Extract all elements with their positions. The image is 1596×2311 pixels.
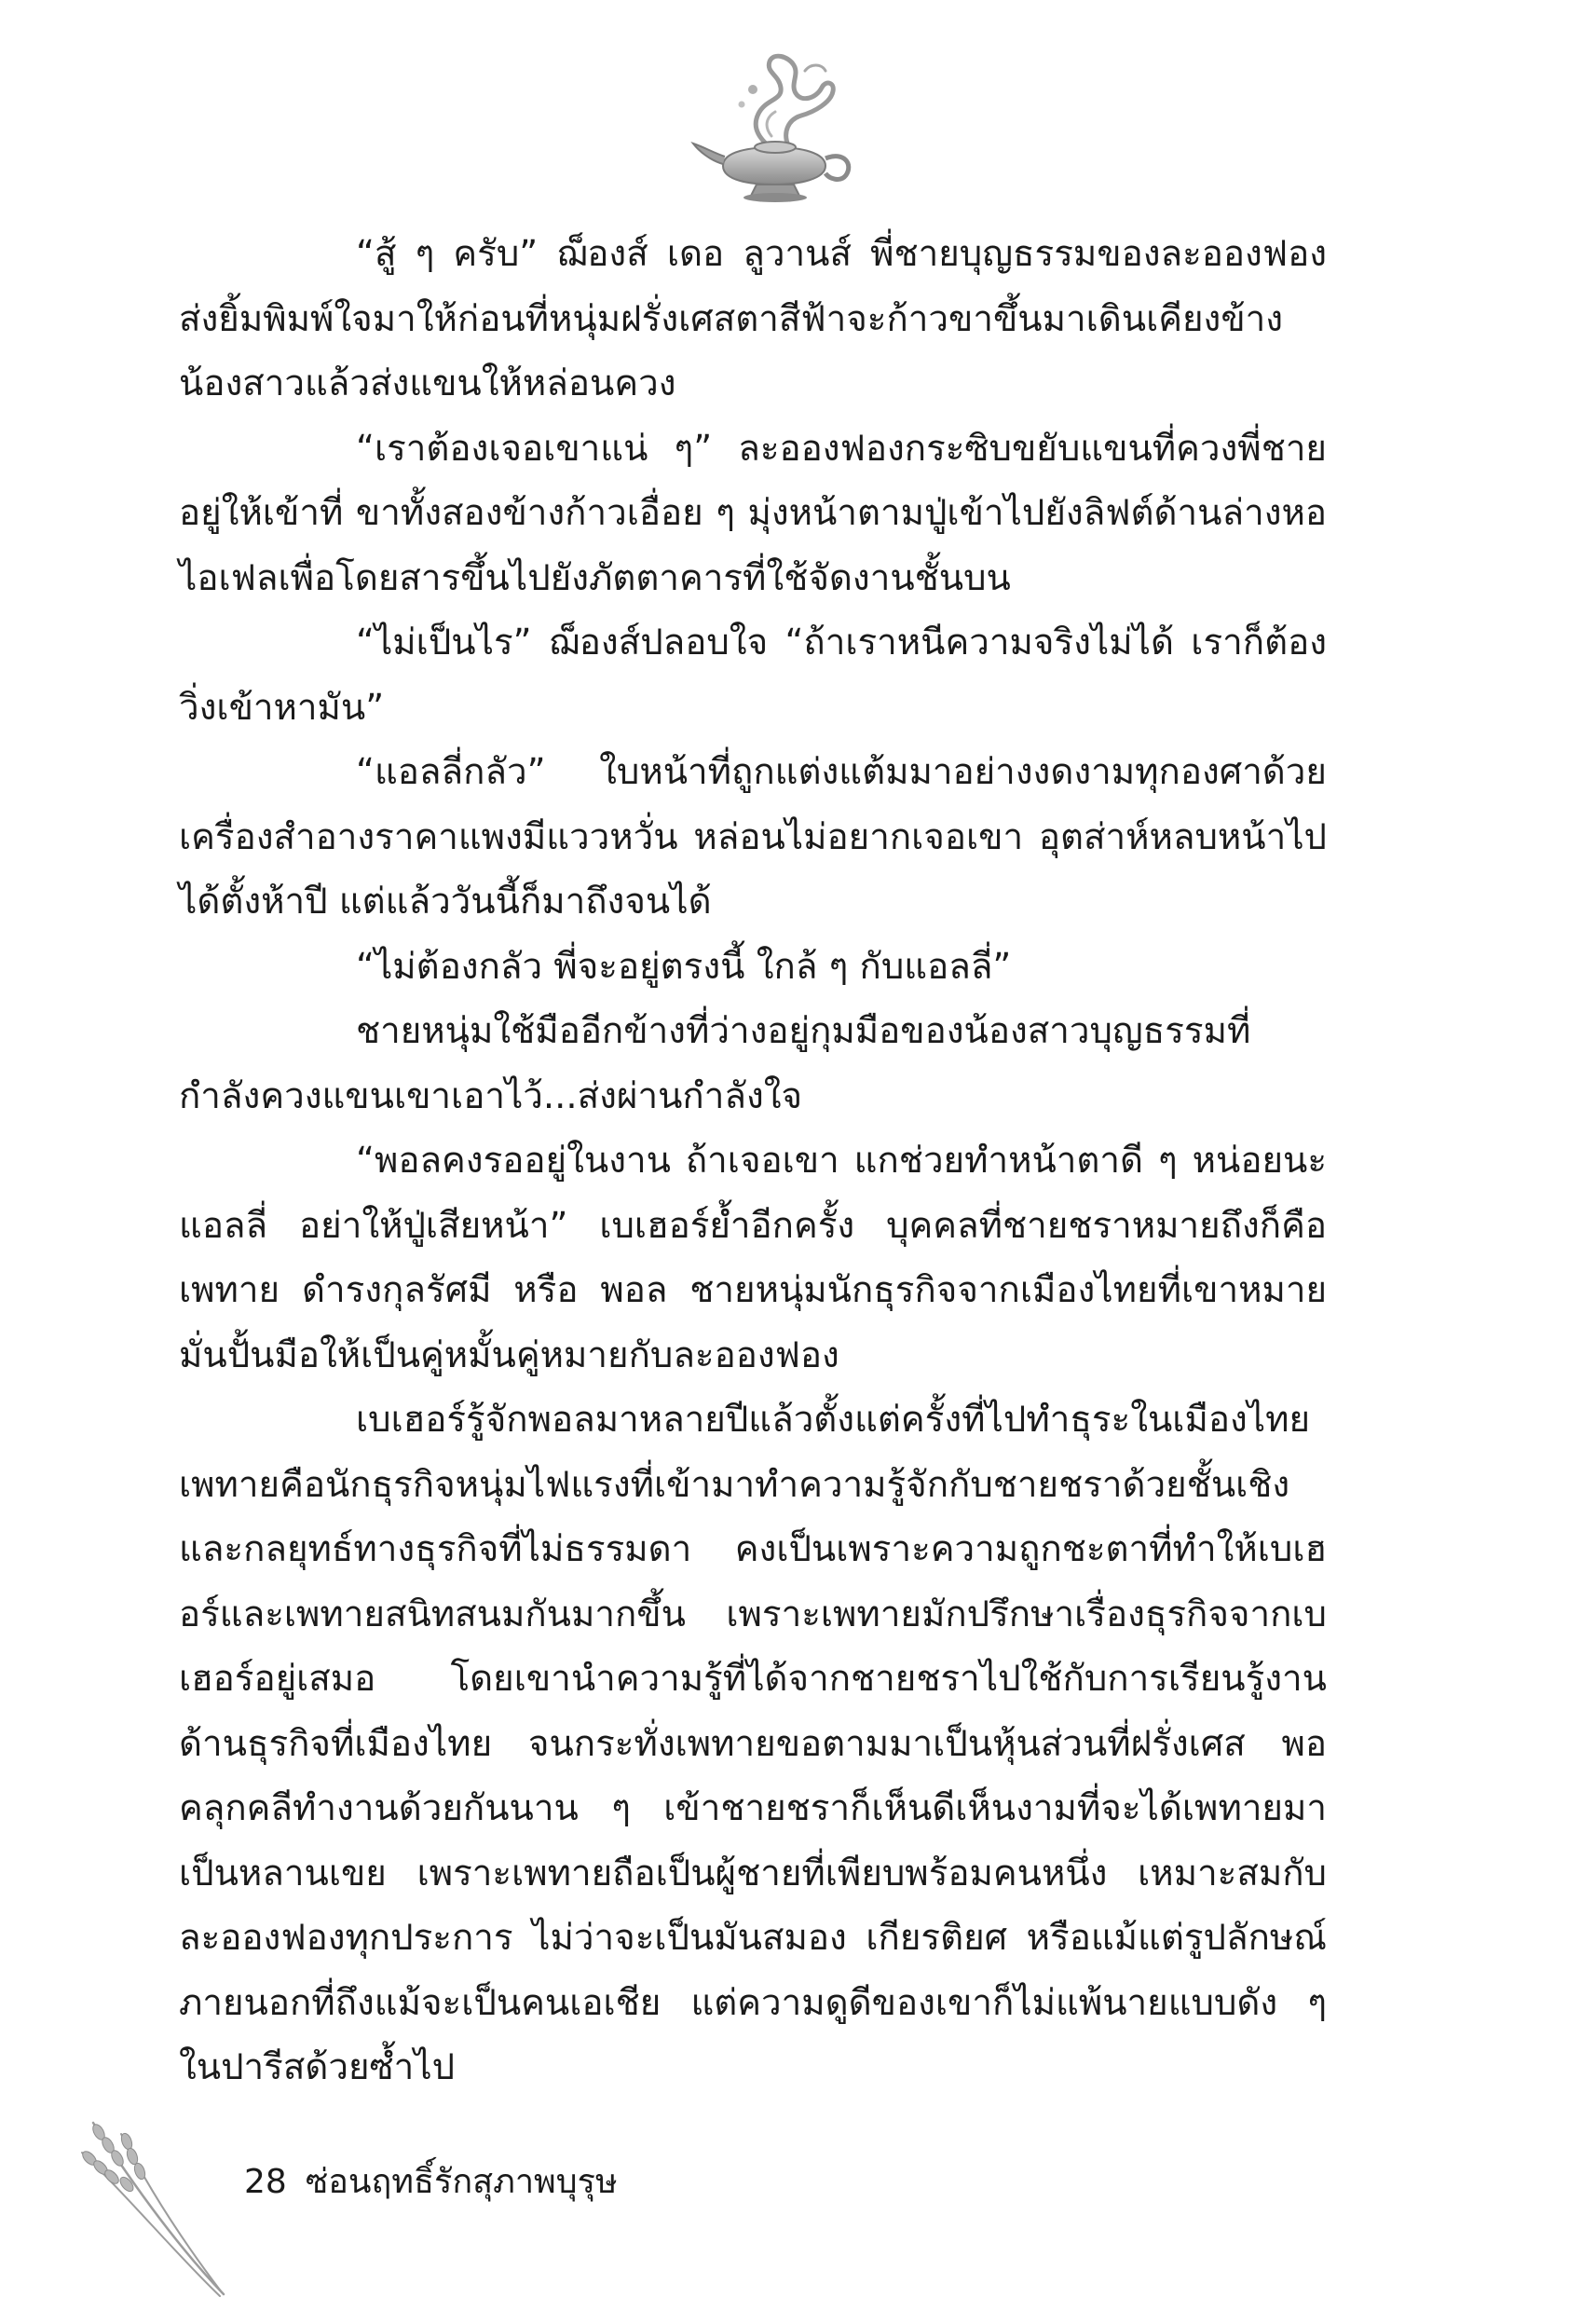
lavender-sprig-icon: [75, 2115, 252, 2302]
page-footer: [0, 2115, 1596, 2302]
paragraph: “พอลคงรออยู่ในงาน ถ้าเจอเขา แกช่วยทำหน้าตาดี ๆ หน่อยนะแอลลี่ อย่าให้ปู่เสียหน้า” เบเฮอร์ย้ำอีกครั้ง บุคคลที่ชายชราหมายถึงก็คือ เพทาย ดำรงกุลรัศมี หรือ พอล ชายหนุ่มนักธุรกิจจากเมืองไทยที่เขาหมายมั่นปั้นมือให้เป็นคู่หมั้นคู่หมายกับละอองฟอง: [179, 1140, 1327, 1376]
paragraph: “แอลลี่กลัว” ใบหน้าที่ถูกแต่งแต้มมาอย่างงดงามทุกองศาด้วยเครื่องสำอางราคาแพงมีแววหวั่น หล่อนไม่อยากเจอเขา อุตส่าห์หลบหน้าไปได้ตั้งห้าปี แต่แล้ววันนี้ก็มาถึงจนได้: [179, 751, 1327, 923]
book-title: ซ่อนฤทธิ์รักสุภาพบุรุษ: [305, 2163, 618, 2201]
paragraph: “ไม่เป็นไร” ฌ็องส์ปลอบใจ “ถ้าเราหนีความจริงไม่ได้ เราก็ต้องวิ่งเข้าหามัน”: [179, 622, 1327, 729]
paragraph: ชายหนุ่มใช้มืออีกข้างที่ว่างอยู่กุมมือของน้องสาวบุญธรรมที่กำลังควงแขนเขาเอาไว้...ส่งผ่านกำลังใจ: [179, 1010, 1251, 1117]
paragraph: “สู้ ๆ ครับ” ฌ็องส์ เดอ ลูวานส์ พี่ชายบุญธรรมของละอองฟอง ส่งยิ้มพิมพ์ใจมาให้ก่อนที่หนุ่มฝรั่งเศสตาสีฟ้าจะก้าวขาขึ้นมาเดินเคียงข้างน้องสาวแล้วส่งแขนให้หล่อนควง: [179, 233, 1327, 404]
paragraph: เบเฮอร์รู้จักพอลมาหลายปีแล้วตั้งแต่ครั้งที่ไปทำธุระในเมืองไทย เพทายคือนักธุรกิจหนุ่มไฟแรงที่เข้ามาทำความรู้จักกับชายชราด้วยชั้นเชิงและกลยุทธ์ทางธุรกิจที่ไม่ธรรมดา คงเป็นเพราะความถูกชะตาที่ทำให้เบเฮอร์และเพทายสนิทสนมกันมากขึ้น เพราะเพทายมักปรึกษาเรื่องธุรกิจจากเบเฮอร์อยู่เสมอ โดยเขานำความรู้ที่ได้จากชายชราไปใช้กับการเรียนรู้งานด้านธุรกิจที่เมืองไทย จนกระทั่งเพทายขอตามมาเป็นหุ้นส่วนที่ฝรั่งเศส พอคลุกคลีทำงานด้วยกันนาน ๆ เข้าชายชราก็เห็นดีเห็นงามที่จะได้เพทายมาเป็นหลานเขย เพราะเพทายถือเป็นผู้ชายที่เพียบพร้อมคนหนึ่ง เหมาะสมกับละอองฟองทุกประการ ไม่ว่าจะเป็นมันสมอง เกียรติยศ หรือแม้แต่รูปลักษณ์ภายนอกที่ถึงแม้จะเป็นคนเอเชีย แต่ความดูดีของเขาก็ไม่แพ้นายแบบดัง ๆ ในปารีสด้วยซ้ำไป: [179, 1399, 1327, 2088]
paragraph: “ไม่ต้องกลัว พี่จะอยู่ตรงนี้ ใกล้ ๆ กับแอลลี่”: [356, 945, 1012, 988]
page-number: 28: [244, 2163, 287, 2201]
genie-lamp-icon: [686, 47, 863, 214]
footer-text: [244, 2154, 618, 2210]
paragraph: “เราต้องเจอเขาแน่ ๆ” ละอองฟองกระซิบขยับแขนที่ควงพี่ชายอยู่ให้เข้าที่ ขาทั้งสองข้างก้าวเอื่อย ๆ มุ่งหน้าตามปู่เข้าไปยังลิฟต์ด้านล่างหอไอเฟลเพื่อโดยสารขึ้นไปยังภัตตาคารที่ใช้จัดงานชั้นบน: [179, 427, 1327, 599]
body-text: [179, 222, 1327, 2100]
